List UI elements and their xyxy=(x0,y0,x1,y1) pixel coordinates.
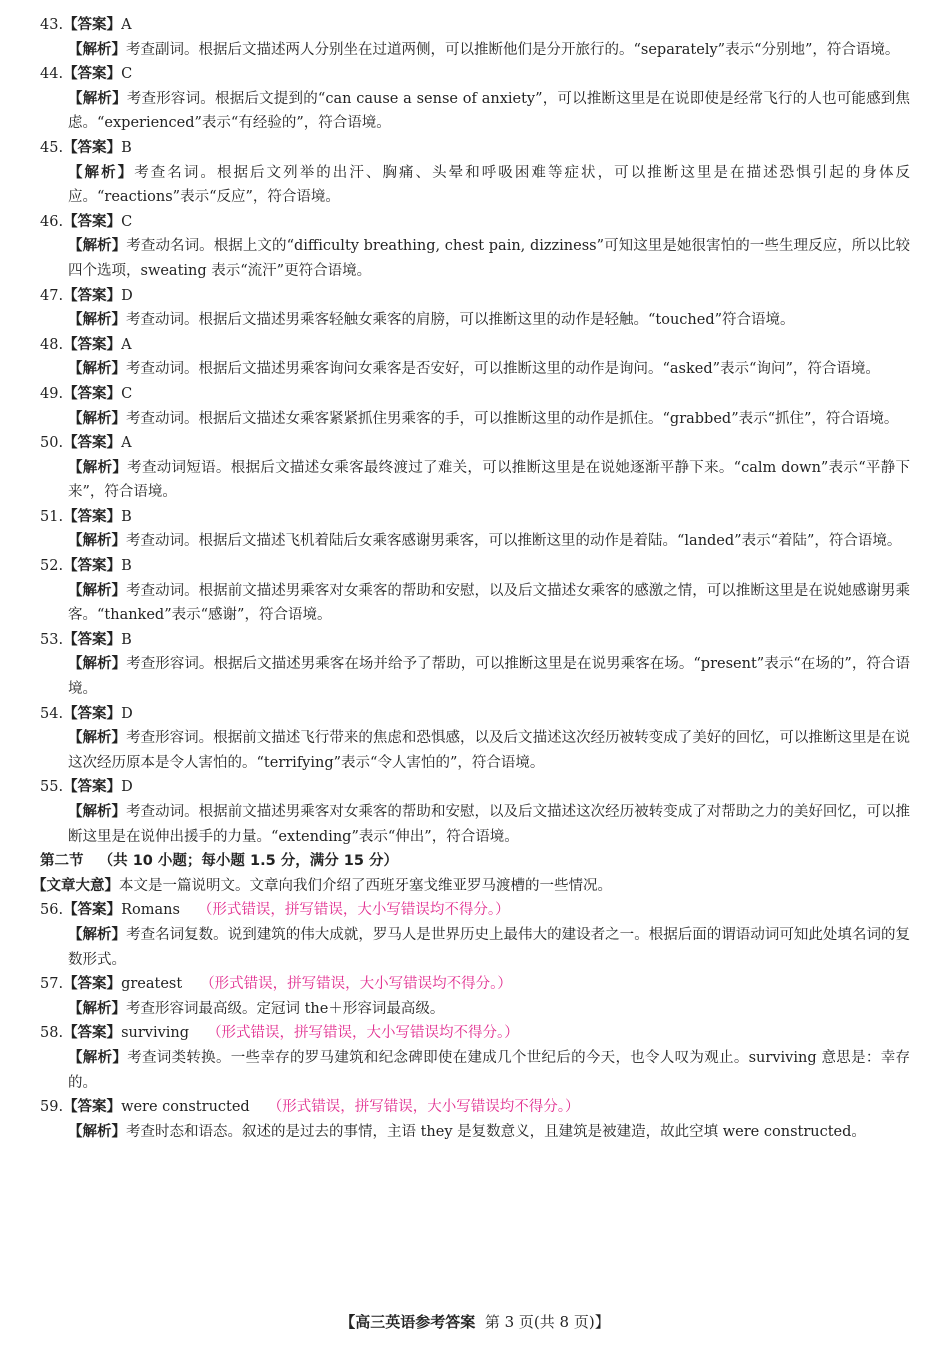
question-number: 53. xyxy=(40,631,64,648)
answer-item xyxy=(40,382,910,431)
analysis-text: 考查动词短语。根据后文描述女乘客最终渡过了难关，可以推断这里是在说她逐渐平静下来。“calm down”表示“平静下来”，符合语境。 xyxy=(68,459,910,501)
analysis-paragraph xyxy=(68,997,910,1022)
footer-page: 第 3 页(共 8 页)】 xyxy=(484,1313,610,1331)
answer-line xyxy=(40,775,910,800)
answer-tag: 【答案】 xyxy=(63,435,122,452)
answer-line xyxy=(40,898,910,923)
question-number: 59. xyxy=(40,1099,64,1116)
question-number: 47. xyxy=(40,287,64,304)
question-number: 56. xyxy=(40,902,64,919)
question-number: 51. xyxy=(40,508,64,525)
answer-line xyxy=(40,505,910,530)
answer-item xyxy=(40,136,910,210)
answer-item xyxy=(40,62,910,136)
analysis-tag: 【解析】 xyxy=(68,656,127,673)
analysis-tag: 【解析】 xyxy=(68,41,126,58)
answer-item xyxy=(40,628,910,702)
summary-text: 本文是一篇说明文。文章向我们介绍了西班牙塞戈维亚罗马渡槽的一些情况。 xyxy=(119,877,612,894)
question-number: 50. xyxy=(40,435,64,452)
answer-item xyxy=(40,333,910,382)
question-number: 46. xyxy=(40,213,64,230)
answer-tag: 【答案】 xyxy=(63,558,122,575)
answer-value: were constructed xyxy=(121,1099,250,1116)
answer-value: surviving xyxy=(121,1025,190,1042)
answer-line xyxy=(40,284,910,309)
answer-line xyxy=(40,554,910,579)
analysis-tag: 【解析】 xyxy=(68,730,127,747)
question-number: 48. xyxy=(40,336,64,353)
answer-item xyxy=(40,554,910,628)
analysis-paragraph xyxy=(68,529,910,554)
answer-value: A xyxy=(121,435,132,452)
analysis-paragraph xyxy=(68,308,910,333)
analysis-text: 考查动词。根据前文描述男乘客对女乘客的帮助和安慰，以及后文描述这次经历被转变成了对帮助之力的美好回忆，可以推断这里是在说伸出援手的力量。“extending”表示“伸出”，符合语境。 xyxy=(68,804,911,845)
answer-item xyxy=(40,775,910,849)
analysis-text: 考查动词。根据后文描述男乘客询问女乘客是否安好，可以推断这里的动作是询问。“asked”表示“询问”，符合语境。 xyxy=(126,361,880,378)
answer-line xyxy=(40,972,910,997)
section-two-answers xyxy=(40,898,910,1144)
answer-item xyxy=(40,505,910,554)
analysis-text: 考查动词。根据前文描述男乘客对女乘客的帮助和安慰，以及后文描述女乘客的感激之情，可以推断这里是在说她感谢男乘客。“thanked”表示“感谢”，符合语境。 xyxy=(68,582,911,624)
analysis-tag: 【解析】 xyxy=(68,582,127,599)
answer-line xyxy=(40,62,910,87)
analysis-text: 考查形容词。根据前文描述飞行带来的焦虑和恐惧感，以及后文描述这次经历被转变成了美好的回忆，可以推断这里是在说这次经历原本是令人害怕的。“terrifying”表示“令人害怕的”，符合语境。 xyxy=(68,730,911,771)
analysis-paragraph xyxy=(68,726,910,775)
answer-value: D xyxy=(121,287,133,304)
scoring-note: （形式错误，拼写错误，大小写错误均不得分。） xyxy=(267,1099,580,1116)
scoring-note: （形式错误，拼写错误，大小写错误均不得分。） xyxy=(200,976,512,993)
answer-item xyxy=(40,1095,910,1144)
analysis-text: 考查名词。根据后文列举的出汗、胸痛、头晕和呼吸困难等症状，可以推断这里是在描述恐惧引起的身体反应。“reactions”表示“反应”，符合语境。 xyxy=(68,164,910,206)
scoring-note: （形式错误，拼写错误，大小写错误均不得分。） xyxy=(207,1025,519,1042)
analysis-tag: 【解析】 xyxy=(68,312,126,329)
analysis-tag: 【解析】 xyxy=(68,1000,126,1017)
answer-line xyxy=(40,13,910,38)
analysis-paragraph xyxy=(68,579,910,628)
analysis-tag: 【解析】 xyxy=(68,1049,128,1066)
question-number: 49. xyxy=(40,385,64,402)
question-number: 44. xyxy=(40,66,64,83)
answer-line xyxy=(40,136,910,161)
analysis-text: 考查动词。根据后文描述飞机着陆后女乘客感谢男乘客，可以推断这里的动作是着陆。“landed”表示“着陆”，符合语境。 xyxy=(126,533,902,550)
answer-value: C xyxy=(121,66,133,83)
question-number: 52. xyxy=(40,558,64,575)
answer-tag: 【答案】 xyxy=(63,631,122,648)
analysis-text: 考查词类转换。一些幸存的罗马建筑和纪念碑即使在建成几个世纪后的今天，也令人叹为观止。surviving 意思是：幸存的。 xyxy=(68,1049,910,1091)
question-number: 57. xyxy=(40,976,64,993)
analysis-tag: 【解析】 xyxy=(68,459,128,476)
answer-tag: 【答案】 xyxy=(63,66,122,83)
answer-item xyxy=(40,898,910,972)
answer-item xyxy=(40,210,910,284)
analysis-text: 考查动名词。根据上文的“difficulty breathing, chest pain, dizziness”可知这里是她很害怕的一些生理反应，所以比较四个选项，sweating 表示“流汗”更符合语境。 xyxy=(68,238,911,279)
page-footer xyxy=(0,1310,950,1335)
footer-title: 【高三英语参考答案 xyxy=(340,1313,476,1331)
answer-value: A xyxy=(121,336,132,353)
answer-value: B xyxy=(121,139,132,156)
answer-document xyxy=(32,13,911,1144)
answer-value: greatest xyxy=(121,976,183,993)
analysis-tag: 【解析】 xyxy=(68,238,127,255)
answer-tag: 【答案】 xyxy=(63,1025,122,1042)
analysis-paragraph xyxy=(68,923,910,972)
question-number: 55. xyxy=(40,779,64,796)
answer-tag: 【答案】 xyxy=(63,976,122,993)
analysis-paragraph xyxy=(68,456,910,505)
answer-line xyxy=(40,333,910,358)
question-number: 43. xyxy=(40,17,64,33)
analysis-tag: 【解析】 xyxy=(68,164,135,181)
answer-value: A xyxy=(121,17,132,33)
answer-line xyxy=(40,1021,910,1046)
section-title: 第二节 xyxy=(40,853,84,870)
analysis-paragraph xyxy=(68,87,910,136)
answer-tag: 【答案】 xyxy=(63,287,122,304)
answer-item xyxy=(40,972,910,1021)
question-number: 54. xyxy=(40,705,64,722)
answer-tag: 【答案】 xyxy=(63,336,122,353)
answer-item xyxy=(40,13,910,62)
analysis-tag: 【解析】 xyxy=(68,926,127,943)
answer-tag: 【答案】 xyxy=(63,385,122,402)
answer-value: C xyxy=(121,213,133,230)
analysis-paragraph xyxy=(68,161,910,210)
section-heading xyxy=(40,849,910,874)
analysis-text: 考查形容词。根据后文提到的“can cause a sense of anxiety”，可以推断这里是在说即使是经常飞行的人也可能感到焦虑。“experienced”表示“有经验的”，符合语境。 xyxy=(68,90,911,132)
analysis-text: 考查副词。根据后文描述两人分别坐在过道两侧，可以推断他们是分开旅行的。“separately”表示“分别地”，符合语境。 xyxy=(126,41,900,58)
analysis-paragraph xyxy=(68,357,910,382)
question-number: 45. xyxy=(40,139,64,156)
analysis-text: 考查形容词最高级。定冠词 the＋形容词最高级。 xyxy=(126,1000,445,1017)
analysis-tag: 【解析】 xyxy=(68,361,126,378)
analysis-paragraph xyxy=(68,1046,910,1095)
answer-tag: 【答案】 xyxy=(63,213,122,230)
analysis-text: 考查动词。根据后文描述女乘客紧紧抓住男乘客的手，可以推断这里的动作是抓住。“grabbed”表示“抓住”，符合语境。 xyxy=(126,410,899,427)
answer-line xyxy=(40,1095,910,1120)
answer-value: D xyxy=(121,779,133,796)
answer-value: C xyxy=(121,385,133,402)
answer-tag: 【答案】 xyxy=(63,779,122,796)
answer-line xyxy=(40,702,910,727)
analysis-paragraph xyxy=(68,652,910,701)
analysis-paragraph xyxy=(68,800,910,849)
analysis-tag: 【解析】 xyxy=(68,1123,126,1140)
answer-value: D xyxy=(121,705,133,722)
summary-tag: 【文章大意】 xyxy=(32,877,119,894)
analysis-tag: 【解析】 xyxy=(68,804,127,820)
answer-line xyxy=(40,210,910,235)
answer-line xyxy=(40,628,910,653)
analysis-text: 考查形容词。根据后文描述男乘客在场并给予了帮助，可以推断这里是在说男乘客在场。“present”表示“在场的”，符合语境。 xyxy=(68,656,911,698)
answer-value: Romans xyxy=(121,902,180,919)
answer-value: B xyxy=(121,631,132,648)
analysis-paragraph xyxy=(68,1120,910,1145)
answer-tag: 【答案】 xyxy=(63,139,122,156)
analysis-text: 考查名词复数。说到建筑的伟大成就，罗马人是世界历史上最伟大的建设者之一。根据后面的谓语动词可知此处填名词的复数形式。 xyxy=(68,926,911,968)
analysis-paragraph xyxy=(68,407,910,432)
answer-tag: 【答案】 xyxy=(63,902,122,919)
answer-value: B xyxy=(121,508,132,525)
answer-item xyxy=(40,702,910,776)
answer-line xyxy=(40,382,910,407)
analysis-text: 考查动词。根据后文描述男乘客轻触女乘客的肩膀，可以推断这里的动作是轻触。“touched”符合语境。 xyxy=(126,312,795,329)
analysis-tag: 【解析】 xyxy=(68,533,126,550)
answer-tag: 【答案】 xyxy=(63,17,122,33)
answer-tag: 【答案】 xyxy=(63,1099,122,1116)
section-one-answers xyxy=(40,13,910,849)
article-summary xyxy=(32,874,910,899)
answer-tag: 【答案】 xyxy=(63,508,122,525)
section-detail: （共 10 小题；每小题 1.5 分，满分 15 分） xyxy=(98,853,398,870)
answer-item xyxy=(40,1021,910,1095)
answer-item xyxy=(40,431,910,505)
answer-line xyxy=(40,431,910,456)
analysis-paragraph xyxy=(68,234,910,283)
answer-tag: 【答案】 xyxy=(63,705,122,722)
analysis-text: 考查时态和语态。叙述的是过去的事情，主语 they 是复数意义，且建筑是被建造，故此空填 were constructed。 xyxy=(126,1123,866,1140)
scoring-note: （形式错误，拼写错误，大小写错误均不得分。） xyxy=(197,902,510,919)
answer-item xyxy=(40,284,910,333)
analysis-tag: 【解析】 xyxy=(68,90,127,107)
question-number: 58. xyxy=(40,1025,64,1042)
answer-value: B xyxy=(121,558,132,575)
analysis-tag: 【解析】 xyxy=(68,410,126,427)
analysis-paragraph xyxy=(68,38,910,63)
